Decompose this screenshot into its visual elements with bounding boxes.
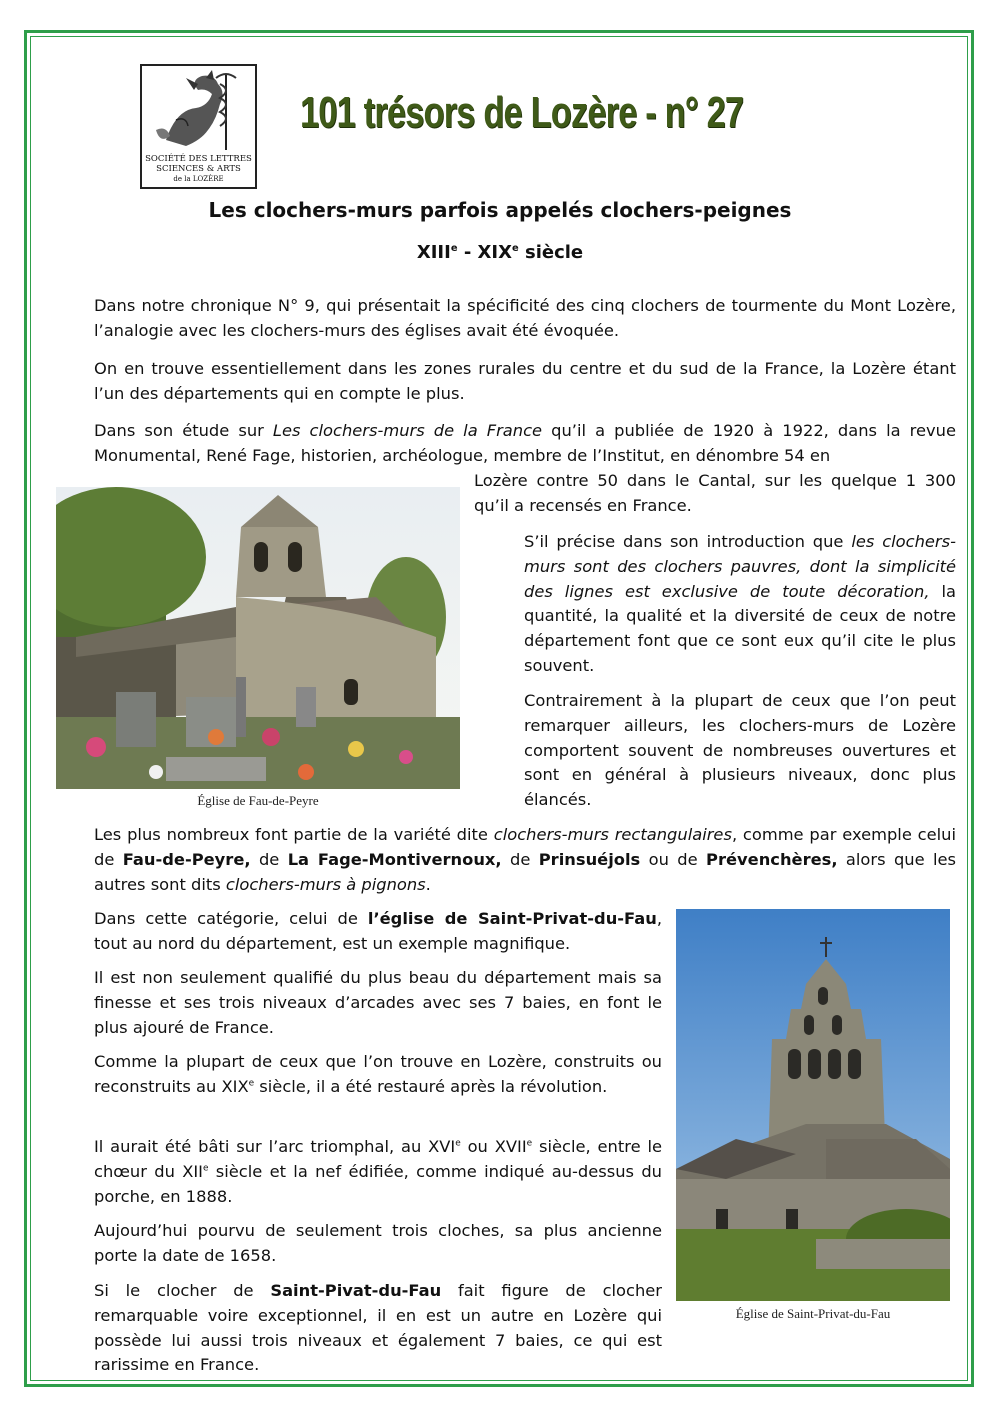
paragraph-10: Il aurait été bâti sur l’arc triomphal, au XVIe ou XVIIe siècle, entre le chœur du XIIe siècle et la nef édifiée, comme indiqué au-dessus du porche, en 1888. (94, 1137, 662, 1206)
society-logo (140, 64, 257, 189)
logo-text-line1: SOCIÉTÉ DES LETTRES (145, 154, 252, 164)
paragraph-3: Dans son étude sur Les clochers-murs de la France qu’il a publiée de 1920 à 1922, dans la revue Monumental, René Fage, historien, archéologue, membre de l’Institut, en dénombre 54 en (94, 421, 956, 465)
logo-text-line2: SCIENCES & ARTS (156, 164, 241, 174)
hermes-engraving-icon (146, 70, 251, 152)
photo-saint-privat-du-fau (676, 909, 950, 1301)
caption-saint-privat-du-fau: Église de Saint-Privat-du-Fau (735, 1306, 891, 1321)
photo-fau-de-peyre (56, 487, 460, 789)
paragraph-4: S’il précise dans son introduction que les clochers-murs sont des clochers pauvres, dont la simplicité des lignes est exclusive de toute décoration, la quantité, la qualité et la diversité de ceux de notre département font que ce sont eux qu’il cite le plus souvent. (524, 532, 956, 675)
paragraph-11: Aujourd’hui pourvu de seulement trois cloches, sa plus ancienne porte la date de 1658. (94, 1221, 662, 1265)
paragraph-12: Si le clocher de Saint-Pivat-du-Fau fait figure de clocher remarquable voire exceptionnel, il en est un autre en Lozère qui possède lui aussi trois niveaux et également 7 baies, ce qui est rarissime en France. (94, 1281, 662, 1375)
paragraph-7: Dans cette catégorie, celui de l’église de Saint-Privat-du-Fau, tout au nord du département, est un exemple magnifique. (94, 909, 662, 953)
article-period: XIIIe - XIXe siècle (416, 242, 584, 263)
logo-text-line3: de la LOZÈRE (173, 175, 224, 183)
paragraph-3-continued: Lozère contre 50 dans le Cantal, sur les quelque 1 300 qu’il a recensés en France. (474, 471, 956, 515)
main-title: 101 trésors de Lozère - n° 27 (300, 88, 744, 137)
paragraph-2: On en trouve essentiellement dans les zones rurales du centre et du sud de la France, la Lozère étant l’un des départements qui en compte le plus. (94, 359, 956, 403)
article-title: Les clochers-murs parfois appelés clochers-peignes (208, 198, 792, 222)
paragraph-9: Comme la plupart de ceux que l’on trouve en Lozère, construits ou reconstruits au XIXe siècle, il a été restauré après la révolution. (94, 1052, 662, 1096)
caption-fau-de-peyre: Église de Fau-de-Peyre (197, 793, 319, 808)
paragraph-8: Il est non seulement qualifié du plus beau du département mais sa finesse et ses trois niveaux d’arcades avec ses 7 baies, en font le plus ajouré de France. (94, 968, 662, 1037)
paragraph-5: Contrairement à la plupart de ceux que l’on peut remarquer ailleurs, les clochers-murs de Lozère comportent souvent de nombreuses ouvertures et sont en général à plusieurs niveaux, donc plus élancés. (524, 691, 956, 810)
paragraph-6: Les plus nombreux font partie de la variété dite clochers-murs rectangulaires, comme par exemple celui de Fau-de-Peyre, de La Fage-Montivernoux, de Prinsuéjols ou de Prévenchères, alors que les autres sont dits clochers-murs à pignons. (94, 825, 957, 894)
paragraph-1: Dans notre chronique N° 9, qui présentait la spécificité des cinq clochers de tourmente du Mont Lozère, l’analogie avec les clochers-murs des églises avait été évoquée. (94, 296, 956, 340)
